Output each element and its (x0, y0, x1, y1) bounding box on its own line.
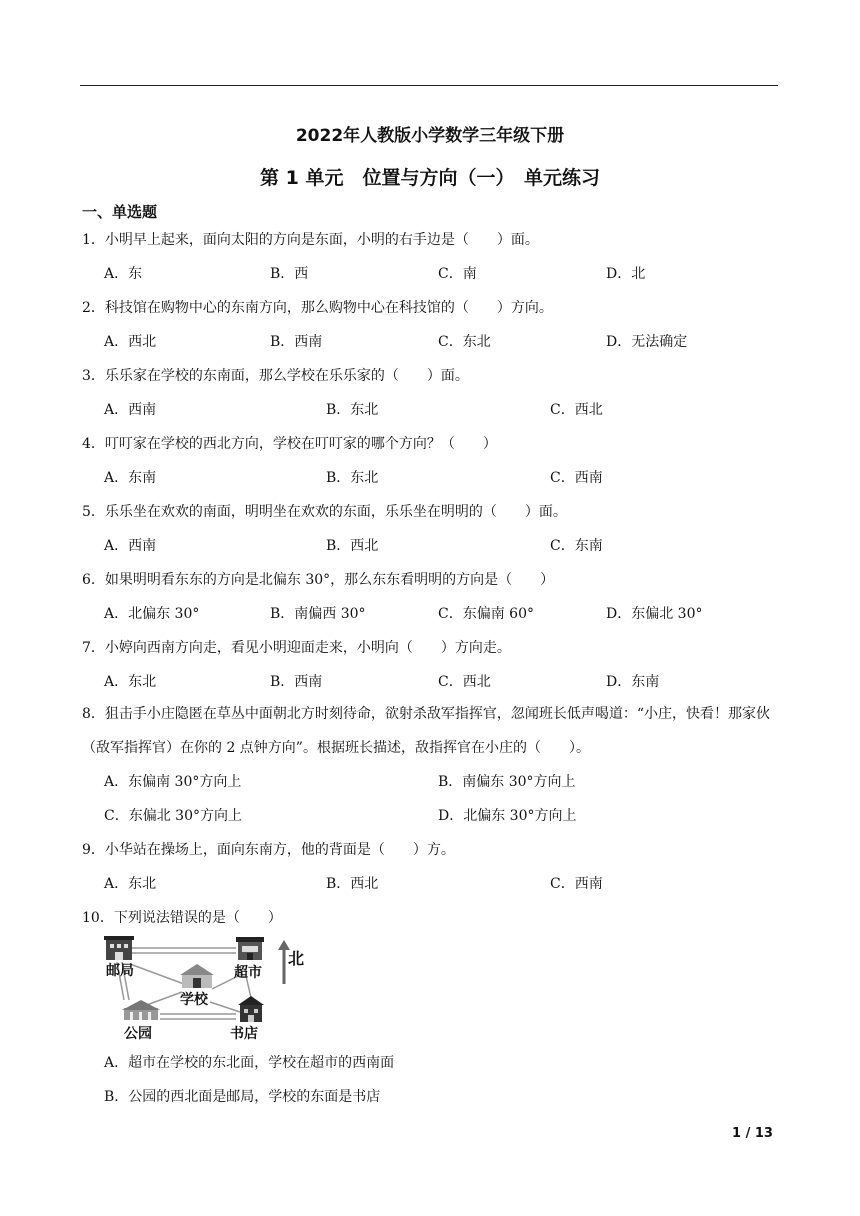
question-6-option-c[interactable]: C．东偏南 60° (438, 606, 534, 622)
question-5-stem: 5．乐乐坐在欢欢的南面，明明坐在欢欢的东面，乐乐坐在明明的（ ）面。 (82, 504, 567, 520)
question-7-option-a[interactable]: A．东北 (104, 674, 157, 690)
document-subtitle: 第 1 单元 位置与方向（一） 单元练习 (260, 167, 600, 189)
question-8-stem: 8．狙击手小庄隐匿在草丛中面朝北方时刻待命，欲射杀敌军指挥官，忽闻班长低声喝道：“小庄，快看！那家伙（敌军指挥官）在你的 2 点钟方向”。根据班长描述，敌指挥官在小庄的（ ）。 (82, 706, 771, 756)
supermarket-icon (236, 937, 264, 960)
question-5-option-b[interactable]: B．西北 (326, 538, 379, 554)
question-7-option-d[interactable]: D．东南 (606, 674, 660, 690)
question-2-option-c[interactable]: C．东北 (438, 334, 491, 350)
question-1-option-a[interactable]: A．东 (104, 266, 143, 282)
question-8-option-b[interactable]: B．南偏东 30°方向上 (438, 774, 576, 790)
question-4-option-a[interactable]: A．东南 (104, 470, 157, 486)
question-5-option-c[interactable]: C．东南 (550, 538, 603, 554)
question-6-option-d[interactable]: D．东偏北 30° (606, 606, 703, 622)
question-1-option-c[interactable]: C．南 (438, 266, 477, 282)
question-10-option-b[interactable]: B．公园的西北面是邮局，学校的东面是书店 (104, 1089, 381, 1105)
document-title: 2022年人教版小学数学三年级下册 (295, 126, 565, 146)
question-6-stem: 6．如果明明看东东的方向是北偏东 30°，那么东东看明明的方向是（ ） (82, 572, 555, 588)
question-4-option-c[interactable]: C．西南 (550, 470, 603, 486)
section-heading: 一、单选题 (82, 203, 158, 221)
question-8-option-c[interactable]: C．东偏北 30°方向上 (104, 808, 242, 824)
question-10-stem: 10．下列说法错误的是（ ） (82, 910, 282, 926)
question-10-option-a[interactable]: A．超市在学校的东北面，学校在超市的西南面 (104, 1055, 395, 1071)
map-label-school: 学校 (180, 992, 208, 1008)
map-label-supermarket: 超市 (234, 965, 262, 981)
question-3-option-c[interactable]: C．西北 (550, 402, 603, 418)
question-7-option-c[interactable]: C．西北 (438, 674, 491, 690)
question-9-option-a[interactable]: A．东北 (104, 876, 157, 892)
bookstore-icon (238, 996, 264, 1022)
question-5-option-a[interactable]: A．西南 (104, 538, 157, 554)
question-8-option-d[interactable]: D．北偏东 30°方向上 (438, 808, 577, 824)
question-2-stem: 2．科技馆在购物中心的东南方向，那么购物中心在科技馆的（ ）方向。 (82, 300, 553, 316)
question-7-stem: 7．小婷向西南方向走，看见小明迎面走来，小明向（ ）方向走。 (82, 640, 511, 656)
question-1-stem: 1．小明早上起来，面向太阳的方向是东面，小明的右手边是（ ）面。 (82, 232, 539, 248)
question-2-option-b[interactable]: B．西南 (270, 334, 323, 350)
question-6-option-b[interactable]: B．南偏西 30° (270, 606, 366, 622)
school-icon (180, 964, 214, 988)
question-7-option-b[interactable]: B．西南 (270, 674, 323, 690)
question-9-stem: 9．小华站在操场上，面向东南方，他的背面是（ ）方。 (82, 842, 455, 858)
question-8-option-a[interactable]: A．东偏南 30°方向上 (104, 774, 242, 790)
question-4-option-b[interactable]: B．东北 (326, 470, 379, 486)
map-label-post-office: 邮局 (106, 963, 134, 979)
page-number: 1 / 13 (732, 1126, 773, 1141)
question-1-option-b[interactable]: B．西 (270, 266, 309, 282)
question-2-option-d[interactable]: D．无法确定 (606, 334, 688, 350)
question-4-stem: 4．叮叮家在学校的西北方向，学校在叮叮家的哪个方向？（ ） (82, 436, 497, 452)
map-label-park: 公园 (124, 1026, 152, 1042)
post-office-icon (104, 936, 134, 960)
question-6-option-a[interactable]: A．北偏东 30° (104, 606, 200, 622)
question-3-stem: 3．乐乐家在学校的东南面，那么学校在乐乐家的（ ）面。 (82, 368, 469, 384)
map-label-bookstore: 书店 (230, 1026, 258, 1042)
direction-map (102, 934, 312, 1044)
question-2-option-a[interactable]: A．西北 (104, 334, 157, 350)
question-3-option-b[interactable]: B．东北 (326, 402, 379, 418)
map-label-north: 北 (288, 949, 305, 968)
question-3-option-a[interactable]: A．西南 (104, 402, 157, 418)
question-9-option-c[interactable]: C．西南 (550, 876, 603, 892)
header-rule (80, 85, 778, 86)
question-1-option-d[interactable]: D．北 (606, 266, 646, 282)
question-9-option-b[interactable]: B．西北 (326, 876, 379, 892)
